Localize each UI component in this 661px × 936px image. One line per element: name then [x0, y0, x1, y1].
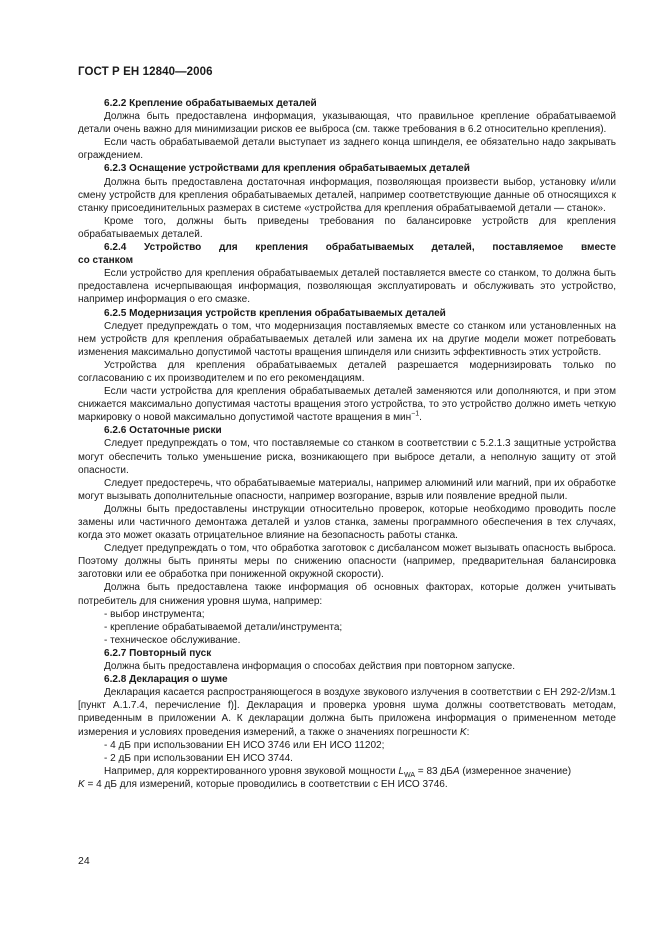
paragraph: Устройства для крепления обрабатываемых деталей разрешается модернизировать только по согласованию с их производителем и по его рекомендациям. [78, 359, 616, 384]
paragraph-text: Если части устройства для крепления обрабатываемых деталей заменяются или дополняются, и при этом снижается максимально допустимая частоты вращения этого устройства, то это устройство должно иметь четкую маркировку о новой максимально допустимой частоте вращения в мин [78, 386, 616, 424]
paragraph [78, 686, 616, 738]
paragraph: Должна быть предоставлена информация о способах действия при повторном запуске. [104, 661, 515, 673]
variable-k: K [78, 778, 85, 790]
section-heading-6-2-6: 6.2.6 Остаточные риски [104, 425, 222, 437]
paragraph-text: = 4 дБ для измерений, которые проводились в соответствии с ЕН ИСО 3746. [84, 778, 448, 790]
paragraph: Должна быть предоставлена также информация об основных факторах, которые должен учитывать потребитель для снижения уровня шума, например: [78, 582, 616, 607]
variable-a: A [452, 765, 460, 777]
list-item: - выбор инструмента; [104, 608, 205, 620]
section-heading-6-2-8: 6.2.8 Декларация о шуме [104, 674, 228, 686]
punctuation: . [419, 412, 422, 424]
section-heading-6-2-5: 6.2.5 Модернизация устройств крепления обрабатываемых деталей [104, 307, 446, 319]
paragraph: Следует предостеречь, что обрабатываемые материалы, например алюминий или магний, при их обработке могут вызывать дополнительные опасности, например возгорание, взрыв или появление вредной пыли. [78, 477, 616, 502]
paragraph-text: = 83 дБ [415, 765, 453, 777]
paragraph: Если устройство для крепления обрабатываемых деталей поставляется вместе со станком, то должна быть предоставлена исчерпывающая информация, позволяющая эксплуатировать и обслуживать это устройство, например информация о его смазке. [78, 268, 616, 306]
variable-k: K [459, 726, 467, 738]
paragraph-continued [78, 778, 616, 791]
paragraph [78, 765, 616, 778]
variable-l: L [398, 765, 404, 777]
section-heading-6-2-7: 6.2.7 Повторный пуск [104, 647, 212, 659]
paragraph-text: (измеренное значение) [459, 765, 572, 777]
paragraph [78, 385, 616, 424]
paragraph-text: Например, для корректированного уровня звуковой мощности [104, 765, 399, 777]
paragraph: Должны быть предоставлены инструкции относительно проверок, которые необходимо проводить после замены или частичного демонтажа деталей и узлов станка, замены программного обеспечения в тех случаях, когда это может оказать отрицательное влияние на безопасность работы станка. [78, 503, 616, 542]
paragraph-text: Декларация касается распространяющегося в воздухе звукового излучения в соответствии с ЕН 292-2/Изм.1 [пункт А.1.7.4, перечисление f)]. Декларация и проверка уровня шума должны соответствовать методам, приведенным в приложении А. К декларации должна быть приложена информация о примененном методе измерения и условиях проведения измерений, а также о значениях погрешности [78, 687, 616, 738]
section-heading-6-2-2: 6.2.2 Крепление обрабатываемых деталей [104, 98, 317, 109]
paragraph: Должна быть предоставлена информация, указывающая, что правильное крепление обрабатываемой детали очень важно для минимизации рисков ее выброса (см. также требования в 6.2 относительно крепления). [78, 111, 616, 136]
section-heading-6-2-4-continued: со станком [78, 255, 134, 267]
list-item: - техническое обслуживание. [104, 634, 241, 646]
punctuation: : [466, 726, 470, 738]
list-item: - 4 дБ при использовании ЕН ИСО 3746 или ЕН ИСО 11202; [104, 739, 385, 751]
subscript: WA [403, 771, 415, 779]
paragraph: Если часть обрабатываемой детали выступает из заднего конца шпинделя, ее обязательно надо закрывать ограждением. [78, 137, 616, 162]
superscript: −1 [411, 410, 420, 418]
paragraph: Кроме того, должны быть приведены требования по балансировке устройств для крепления обрабатываемых деталей. [78, 215, 616, 240]
paragraph: Должна быть предоставлена достаточная информация, позволяющая произвести выбор, установку и/или смену устройств для крепления обрабатываемых деталей, например соответствующие данные об относящихся к станку присоединительных размерах в системе «устройства для крепления обрабатываемой детали — станок». [78, 176, 616, 214]
list-item: - 2 дБ при использовании ЕН ИСО 3744. [104, 752, 293, 764]
document-body [78, 97, 616, 791]
page-header: ГОСТ Р ЕН 12840—2006 [78, 66, 213, 78]
paragraph: Следует предупреждать о том, что обработка заготовок с дисбалансом может вызывать опасность выброса. Поэтому должны быть приняты меры по снижению опасности (например, предварительная балансировка заготовки или ее обработка при пониженной окружной скорости). [78, 543, 616, 581]
paragraph: Следует предупреждать о том, что модернизация поставляемых вместе со станком или установленных на нем устройств для крепления обрабатываемых деталей или замена их на другие модели может потребовать изменения максимально допустимой частоты вращения шпинделя или снизить эффективность этих устройств. [78, 320, 616, 358]
section-heading-6-2-4: 6.2.4 Устройство для крепления обрабатываемых деталей, поставляемое вместе [104, 242, 616, 254]
list-item: - крепление обрабатываемой детали/инструмента; [104, 621, 343, 633]
section-heading-6-2-3: 6.2.3 Оснащение устройствами для крепления обрабатываемых деталей [104, 163, 470, 175]
page-number: 24 [78, 855, 90, 867]
paragraph: Следует предупреждать о том, что поставляемые со станком в соответствии с 5.2.1.3 защитные устройства могут обеспечить только уменьшение риска, возникающего при выбросе детали, а неполную защиту от этой опасности. [78, 438, 616, 476]
